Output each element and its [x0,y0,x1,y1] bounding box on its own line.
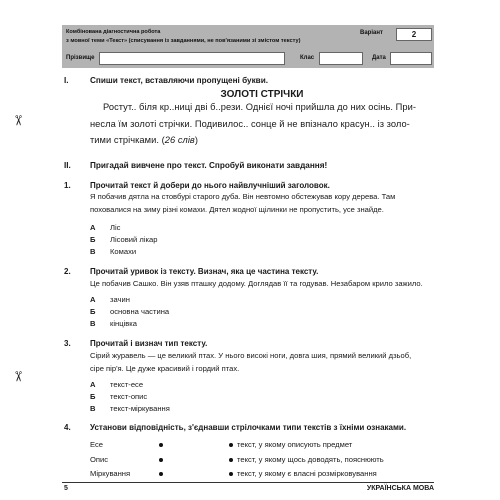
section-1-instruction: Спиши текст, вставляючи пропущені букви. [90,76,269,85]
task-2-option-b-letter: Б [90,307,96,316]
match-right-3[interactable]: текст, у якому є власні розмірковування [237,469,377,478]
task-1-option-c-letter: В [90,247,96,256]
surname-field[interactable] [99,52,285,65]
match-right-1[interactable]: текст, у якому описують предмет [237,440,353,449]
page-number: 5 [64,485,68,492]
section-1-number: I. [64,76,69,85]
header-box [62,25,434,68]
task-1-text-line-2: поховалися на зиму різні комахи. Дятел жодної щілинки не пропустить, усе знайде. [90,204,384,214]
date-field[interactable] [390,52,432,65]
task-3-question: Прочитай і визнач тип тексту. [90,339,208,348]
date-label: Дата [372,55,386,61]
word-count: 26 слів [164,135,195,145]
task-2-option-a[interactable]: зачин [110,295,130,304]
task-3-option-c-letter: В [90,404,96,413]
footer-rule [62,482,434,483]
task-2-number: 2. [64,267,71,276]
task-3-option-a-letter: А [90,380,96,389]
variant-label: Варіант [360,30,383,36]
task-2-option-c[interactable]: кінцівка [110,319,137,328]
task-1-number: 1. [64,181,71,190]
header-line-2: з мовної теми «Текст» (списування із завданнями, не пов'язаними зі змістом тексту) [66,38,301,44]
bullet-dot-icon[interactable] [159,443,163,447]
task-3-text-line-2: сіре пір'я. Це дуже красивий і гордий птах. [90,363,240,373]
variant-field: 2 [396,28,432,41]
section-2-instruction: Пригадай вивчене про текст. Спробуй виконати завдання! [90,161,328,170]
scissors-icon: ✂ [10,370,27,383]
match-left-description[interactable]: Опис [90,455,109,464]
task-2-option-a-letter: А [90,295,96,304]
class-field[interactable] [319,52,363,65]
task-3-option-b[interactable]: текст-опис [110,392,148,401]
passage-line-3-end: ) [194,135,198,145]
passage-line-1: Ростут.. біля кр..ниці дві б..рези. Однієї ночі прийшла до них осінь. При- [103,102,416,112]
subject-label: УКРАЇНСЬКА МОВА [366,485,434,492]
task-2-question: Прочитай уривок із тексту. Визнач, яка це частина тексту. [90,267,319,276]
task-1-text-line-1: Я побачив дятла на стовбурі старого дуба. Він невтомно обстежував кору дерева. Там [90,192,396,201]
task-3-option-b-letter: Б [90,392,96,401]
bullet-dot-icon[interactable] [229,458,233,462]
passage-line-3-text: тими стрічками. ( [90,135,165,145]
task-1-option-a[interactable]: Ліс [110,223,121,232]
task-3-text-line-1: Сірий журавель — це великий птах. У нього високі ноги, довга шия, прямий великий дзьоб, [90,351,412,360]
passage-title: ЗОЛОТІ СТРІЧКИ [220,89,304,100]
scissors-icon: ✂ [10,114,27,127]
bullet-dot-icon[interactable] [229,443,233,447]
bullet-dot-icon[interactable] [229,472,233,476]
task-1-question: Прочитай текст й добери до нього найвлучніший заголовок. [90,181,330,190]
task-4-number: 4. [64,423,71,432]
task-4-question: Установи відповідність, з'єднавши стрілочками типи текстів з їхніми ознаками. [90,423,407,432]
bullet-dot-icon[interactable] [159,472,163,476]
passage-line-3 [90,132,440,149]
task-1-text [90,191,440,216]
class-label: Клас [300,55,315,61]
bullet-dot-icon[interactable] [159,458,163,462]
task-2-option-c-letter: В [90,319,96,328]
match-left-reasoning[interactable]: Міркування [90,469,131,478]
surname-label: Прізвище [66,55,95,61]
match-left-essay[interactable]: Есе [90,440,103,449]
task-3-number: 3. [64,339,71,348]
match-right-2[interactable]: текст, у якому щось доводять, пояснюють [237,455,384,464]
task-3-option-c[interactable]: текст-міркування [110,404,170,413]
section-2-number: II. [64,161,71,170]
task-1-option-b-letter: Б [90,235,96,244]
passage-text [90,99,440,149]
task-3-text [90,350,440,375]
task-1-option-b[interactable]: Лісовий лікар [110,235,158,244]
task-3-option-a[interactable]: текст-есе [110,380,144,389]
task-1-option-a-letter: А [90,223,96,232]
header-line-1: Комбінована діагностична робота [66,29,161,35]
task-1-option-c[interactable]: Комахи [110,247,137,256]
task-2-text: Це побачив Сашко. Він узяв пташку додому. Доглядав її та годував. Незабаром крило зажило. [90,279,423,288]
passage-line-2: несла їм золоті стрічки. Подивилос.. сонце й не впізнало красун.. із золо- [90,118,410,129]
task-2-option-b[interactable]: основна частина [110,307,170,316]
